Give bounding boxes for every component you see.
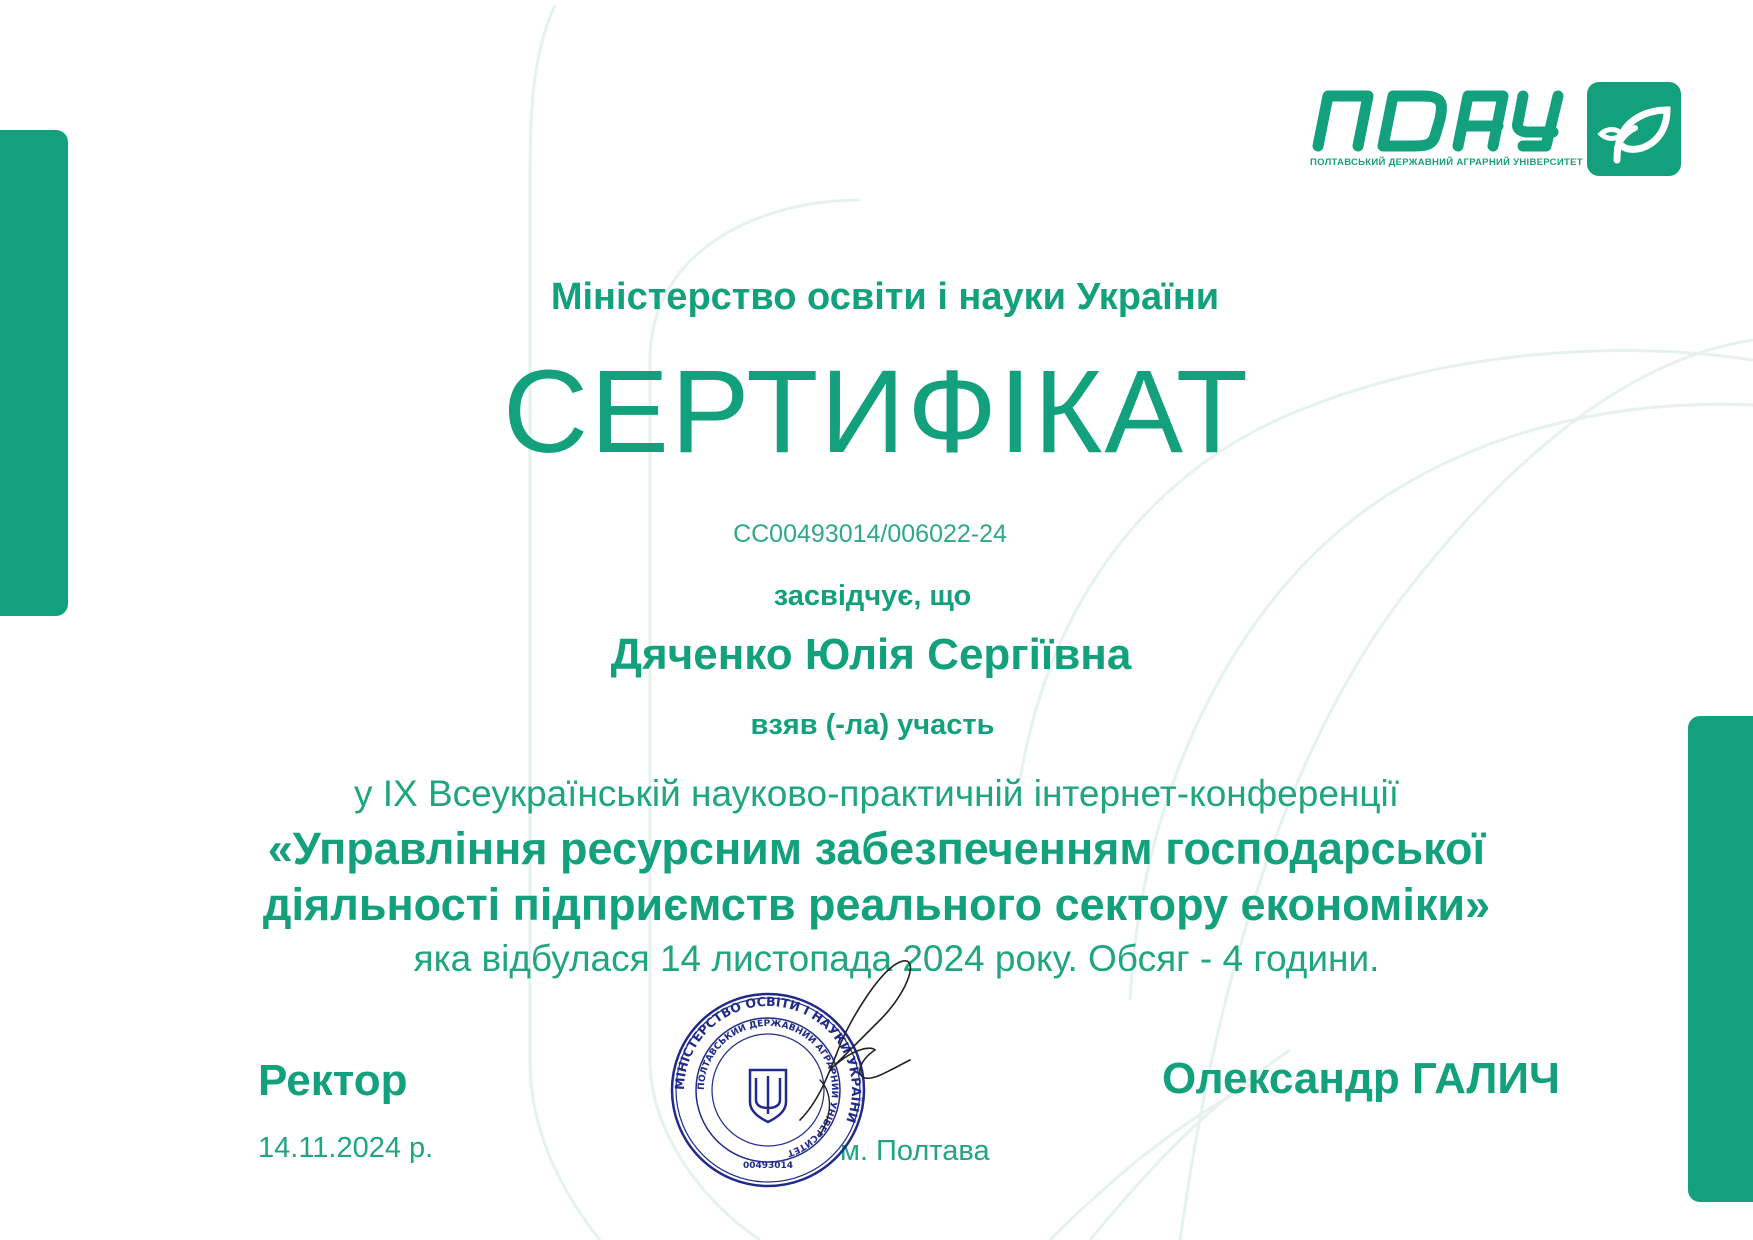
- ministry-heading: Міністерство освіти і науки України: [550, 276, 1220, 318]
- certificate-title: СЕРТИФІКАТ: [502, 346, 1250, 478]
- recipient-name: Дяченко Юлія Сергіївна: [610, 630, 1132, 679]
- conference-topic-line-1: «Управління ресурсним забезпеченням господарської: [267, 823, 1486, 874]
- certificate-code: СС00493014/006022-24: [733, 520, 1007, 548]
- logo-emblem: [1587, 82, 1681, 176]
- leaf-icon: [1587, 82, 1681, 176]
- event-details-line: яка відбулася 14 листопада 2024 року. Обсяг - 4 години.: [413, 938, 1380, 979]
- conference-topic-line-2: діяльності підприємств реального сектору економіки»: [262, 879, 1491, 930]
- issue-date: 14.11.2024 р.: [258, 1132, 434, 1164]
- issue-city: м. Полтава: [840, 1135, 990, 1167]
- handwritten-signature: [760, 950, 980, 1150]
- stamp-outer-text: МІНІСТЕРСТВО ОСВІТИ І НАУКИ УКРАЇНИ: [671, 993, 865, 1125]
- logo-subtitle: ПОЛТАВСЬКИЙ ДЕРЖАВНИЙ АГРАРНИЙ УНІВЕРСИТЕТ: [1310, 157, 1583, 168]
- participation-text: взяв (-ла) участь: [750, 709, 995, 741]
- signatory-name: Олександр ГАЛИЧ: [1162, 1054, 1560, 1103]
- certifies-text: засвідчує, що: [773, 580, 972, 612]
- stamp-inner-text: ПОЛТАВСЬКИЙ ДЕРЖАВНИЙ АГРАРНИЙ УНІВЕРСИТЕТ: [696, 1018, 840, 1158]
- pdau-wordmark: [1308, 84, 1568, 154]
- signatory-position: Ректор: [258, 1056, 408, 1105]
- stamp-ident-code: 00493014: [742, 1161, 794, 1171]
- conference-line: у ІХ Всеукраїнській науково-практичній інтернет-конференції: [353, 773, 1400, 814]
